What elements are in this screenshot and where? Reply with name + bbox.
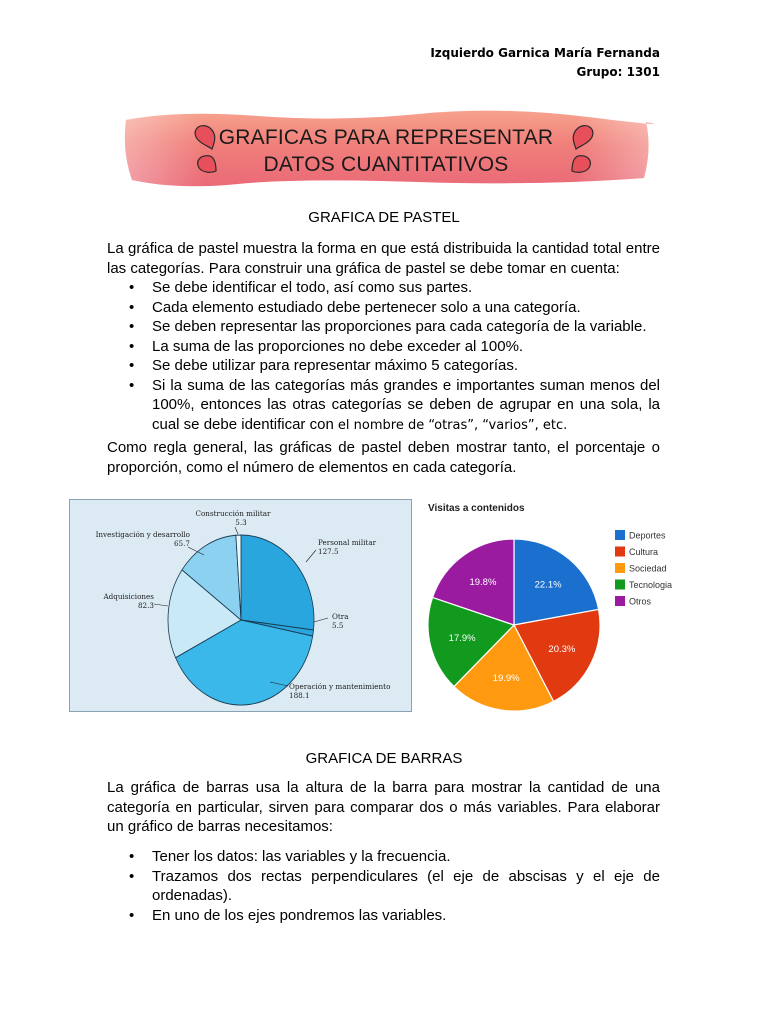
list-item-text: Si la suma de las categorías más grandes e importantes suman menos del 100%, entonces las otras categorías se deben de agrupar en una sola, la cual se debe identificar con	[152, 376, 660, 433]
slice-label: Investigación y desarrollo	[95, 530, 190, 539]
legend-label: Otros	[629, 596, 652, 607]
military-pie-chart	[69, 499, 412, 712]
bar-steps-list	[107, 847, 660, 925]
author-name: Izquierdo Garnica María Fernanda	[430, 46, 660, 60]
pie-section-title: GRAFICA DE PASTEL	[308, 209, 460, 226]
leader-line	[235, 527, 238, 534]
group-label: Grupo: 1301	[576, 65, 660, 79]
pie-closing-paragraph: Como regla general, las gráficas de pastel deben mostrar tanto, el porcentaje o proporción, como el número de elementos en cada categoría.	[107, 439, 660, 476]
visits-pie-svg	[422, 496, 690, 718]
banner-title-line2: DATOS CUANTITATIVOS	[263, 153, 509, 176]
slice-value-label: 127.5	[318, 547, 339, 556]
leader-line	[314, 618, 328, 622]
legend-label: Sociedad	[629, 563, 667, 574]
slice-label: Otra	[332, 612, 349, 621]
list-item: • Trazamos dos rectas perpendiculares (el eje de abscisas y el eje de ordenadas).	[107, 867, 660, 906]
pie-intro-paragraph: La gráfica de pastel muestra la forma en que está distribuida la cantidad total entre las categorías. Para construir una gráfica de pastel se debe tomar en cuenta:	[107, 240, 660, 277]
slice-value-label: 20.3%	[548, 643, 576, 655]
visits-pie-chart	[422, 496, 690, 718]
leader-line	[306, 550, 316, 562]
pie-slice	[241, 535, 314, 630]
list-item: • Tener los datos: las variables y la frecuencia.	[107, 847, 660, 867]
slice-value-label: 188.1	[289, 691, 310, 700]
legend-swatch	[615, 530, 625, 540]
list-item: • La suma de las proporciones no debe exceder al 100%.	[107, 337, 660, 357]
author-header	[430, 44, 660, 82]
banner-title	[118, 124, 654, 178]
slice-label: Personal militar	[318, 538, 377, 547]
slice-value-label: 82.3	[137, 601, 154, 610]
leader-line	[154, 604, 168, 606]
pie-requirements-list	[107, 278, 660, 435]
legend-label: Tecnologia	[629, 580, 673, 590]
military-pie-svg	[70, 500, 411, 711]
slice-value-label: 19.8%	[469, 577, 497, 589]
legend-swatch	[615, 596, 625, 606]
list-item	[107, 376, 660, 436]
legend-swatch	[615, 580, 625, 590]
slice-value-label: 65.7	[173, 539, 190, 548]
title-banner	[118, 108, 654, 188]
slice-value-label: 19.9%	[492, 673, 520, 685]
slice-value-label: 17.9%	[448, 632, 476, 644]
slice-value-label: 22.1%	[534, 579, 562, 591]
legend-swatch	[615, 547, 625, 557]
slice-label: Adquisiciones	[103, 592, 154, 601]
list-item: • Cada elemento estudiado debe pertenecer solo a una categoría.	[107, 298, 660, 318]
slice-value-label: 5.3	[235, 518, 247, 527]
slice-label: Construcción militar	[195, 509, 271, 518]
slice-value-label: 5.5	[332, 621, 344, 630]
slice-label: Operación y mantenimiento	[289, 682, 391, 691]
list-item-text-continued: el nombre de “otras”, “varios”, etc.	[333, 417, 568, 433]
chart-title: Visitas a contenidos	[428, 503, 525, 514]
list-item: • En uno de los ejes pondremos las variables.	[107, 906, 660, 926]
legend-label: Deportes	[629, 530, 666, 541]
bar-section-title: GRAFICA DE BARRAS	[305, 750, 463, 767]
list-item: • Se deben representar las proporciones para cada categoría de la variable.	[107, 317, 660, 337]
legend-swatch	[615, 563, 625, 573]
bar-intro-paragraph: La gráfica de barras usa la altura de la barra para mostrar la cantidad de una categoría en particular, sirven para comparar dos o más variables. Para elaborar un gráfico de barras necesitamos:	[107, 779, 660, 835]
banner-title-line1: GRAFICAS PARA REPRESENTAR	[218, 126, 554, 149]
legend-label: Cultura	[629, 547, 659, 557]
list-item: • Se debe utilizar para representar máximo 5 categorías.	[107, 356, 660, 376]
list-item: • Se debe identificar el todo, así como sus partes.	[107, 278, 660, 298]
